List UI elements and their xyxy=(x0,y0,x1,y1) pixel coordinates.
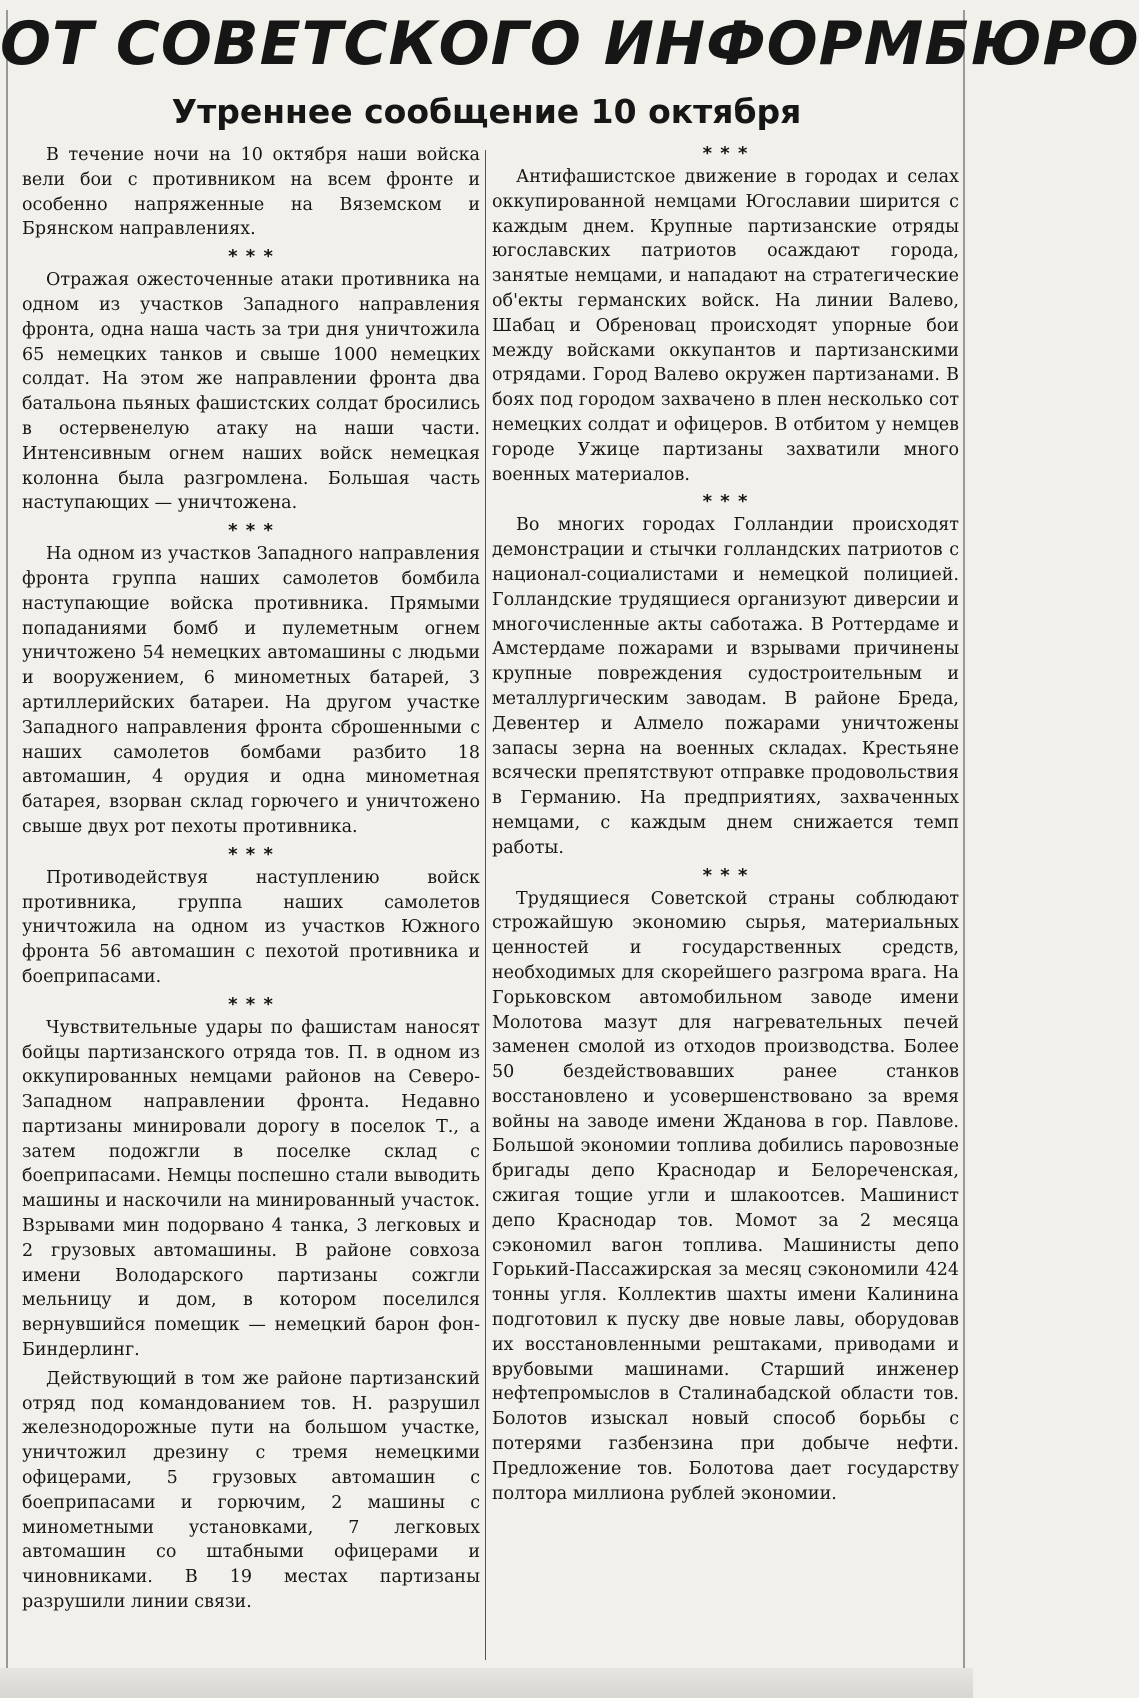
article-paragraph: Противодействуя наступлению войск противника, группа наших самолетов уничтожила на одном из участков Южного фронта 56 автомашин с пехотой противника и боеприпасами. xyxy=(22,867,480,987)
section-separator: * * * xyxy=(702,143,749,164)
column-divider xyxy=(485,150,486,1660)
article-paragraph: Трудящиеся Советской страны соблюдают строжайшую экономию сырья, материальных ценностей и государственных средств, необходимых для скорейшего разгрома врага. На Горьковском автомобильном заводе имени Молотова мазут для нагревательных печей заменен смолой из отходов производства. Более 50 бездействовавших ранее станков восстановлено и усовершенствовано за время войны на заводе имени Жданова в гор. Павлове. Большой экономии топлива добились паровозные бригады депо Краснодар и Белореченская, сжигая тощие угли и шлакоотсев. Машинист депо Краснодар тов. Момот за 2 месяца сэкономил вагон топлива. Машинисты депо Горький-Пассажирская за месяц сэкономили 424 тонны угля. Коллектив шахты имени Калинина подготовил к пуску две новые лавы, оборудовав их восстановленными рештаками, приводами и врубовыми машинами. Старший инженер нефтепромыслов в Сталинабадской области тов. Болотов изыскал новый способ борьбы с потерями газбензина при добыче нефти. Предложение тов. Болотова дает государству полтора миллиона рублей экономии. xyxy=(492,888,959,1504)
section-separator: * * * xyxy=(702,864,749,886)
article-paragraph: Отражая ожесточенные атаки противника на одном из участков Западного направления фронта, одна наша часть за три дня уничтожила 65 немецких танков и свыше 1000 немецких солдат. На этом же направлении фронта два батальона пьяных фашистских солдат бросились в остервенелую атаку на наши части. Интенсивным огнем наших войск немецкая колонна была разгромлена. Большая часть наступающих — уничтожена. xyxy=(22,270,480,514)
page-margin-right xyxy=(959,10,965,1680)
section-separator: * * * xyxy=(228,520,274,542)
article-paragraph: Во многих городах Голландии происходят демонстрации и стычки голландских патриотов с национал-социалистами и немецкой полицией. Голландские трудящиеся организуют диверсии и многочисленные акты саботажа. В Роттердаме и Амстердаме пожарами и взрывами причинены крупные повреждения судостроительным и металлургическим заводам. В районе Бреда, Девентер и Алмело пожарами уничтожены запасы зерна на военных складах. Крестьяне всячески препятствуют отправке продовольствия в Германию. На предприятиях, захваченных немцами, с каждым днем снижается темп работы. xyxy=(492,515,959,858)
left-column xyxy=(22,143,480,1663)
right-column xyxy=(492,143,959,1663)
section-separator: * * * xyxy=(228,993,274,1015)
article-paragraph: Действующий в том же районе партизанский отряд под командованием тов. Н. разрушил железнодорожные пути на большом участке, уничтожил дрезину с тремя немецкими офицерами, 5 грузовых автомашин с боеприпасами и горючим, 2 машины с минометными установками, 7 легковых автомашин со штабными офицерами и чиновниками. В 19 местах партизаны разрушили линии связи. xyxy=(22,1368,480,1613)
section-separator: * * * xyxy=(228,246,274,268)
article-paragraph: В течение ночи на 10 октября наши войска вели бои с противником на всем фронте и особенно напряженные на Вяземском и Брянском направлениях. xyxy=(22,145,480,240)
section-separator: * * * xyxy=(228,843,274,865)
page-subtitle: Утреннее сообщение 10 октября xyxy=(171,92,802,131)
article-paragraph: Чувствительные удары по фашистам наносят бойцы партизанского отряда тов. П. в одном из оккупированных немцами районов на Северо-Западном направлении фронта. Недавно партизаны минировали дорогу в поселок Т., а затем подожгли в поселке склад с боеприпасами. Немцы поспешно стали выводить машины и наскочили на минированный участок. Взрывами мин подорвано 4 танка, 3 легковых и 2 грузовых автомашины. В районе совхоза имени Володарского партизаны сожгли мельницу и дом, в котором поселился вернувшийся помещик — немецкий барон фон-Биндерлинг. xyxy=(22,1017,480,1361)
article-paragraph: На одном из участков Западного направления фронта группа наших самолетов бомбила наступающие войска противника. Прямыми попаданиями бомб и пулеметным огнем уничтожено 54 немецких автомашины с людьми и вооружением, 6 минометных батарей, 3 артиллерийских батареи. На другом участке Западного направления фронта сброшенными с наших самолетов бомбами разбито 18 автомашин, 4 орудия и одна минометная батарея, взорван склад горючего и уничтожено свыше двух рот пехоты противника. xyxy=(22,544,480,837)
article-paragraph: Антифашистское движение в городах и селах оккупированной немцами Югославии ширится с каждым днем. Крупные партизанские отряды югославских патриотов осаждают города, занятые немцами, и нападают на стратегические об'екты германских войск. На линии Валево, Шабац и Обреновац происходят упорные бои между войсками оккупантов и партизанскими отрядами. Город Валево окружен партизанами. В боях под городом захвачено в плен несколько сот немецких солдат и офицеров. В отбитом у немцев городе Ужице партизаны захватили много военных материалов. xyxy=(492,167,959,485)
page-title: ОТ СОВЕТСКОГО ИНФОРМБЮРО xyxy=(0,9,1139,79)
section-separator: * * * xyxy=(702,491,749,513)
page-margin-left xyxy=(6,10,12,1680)
page-bottom-edge xyxy=(0,1668,973,1698)
